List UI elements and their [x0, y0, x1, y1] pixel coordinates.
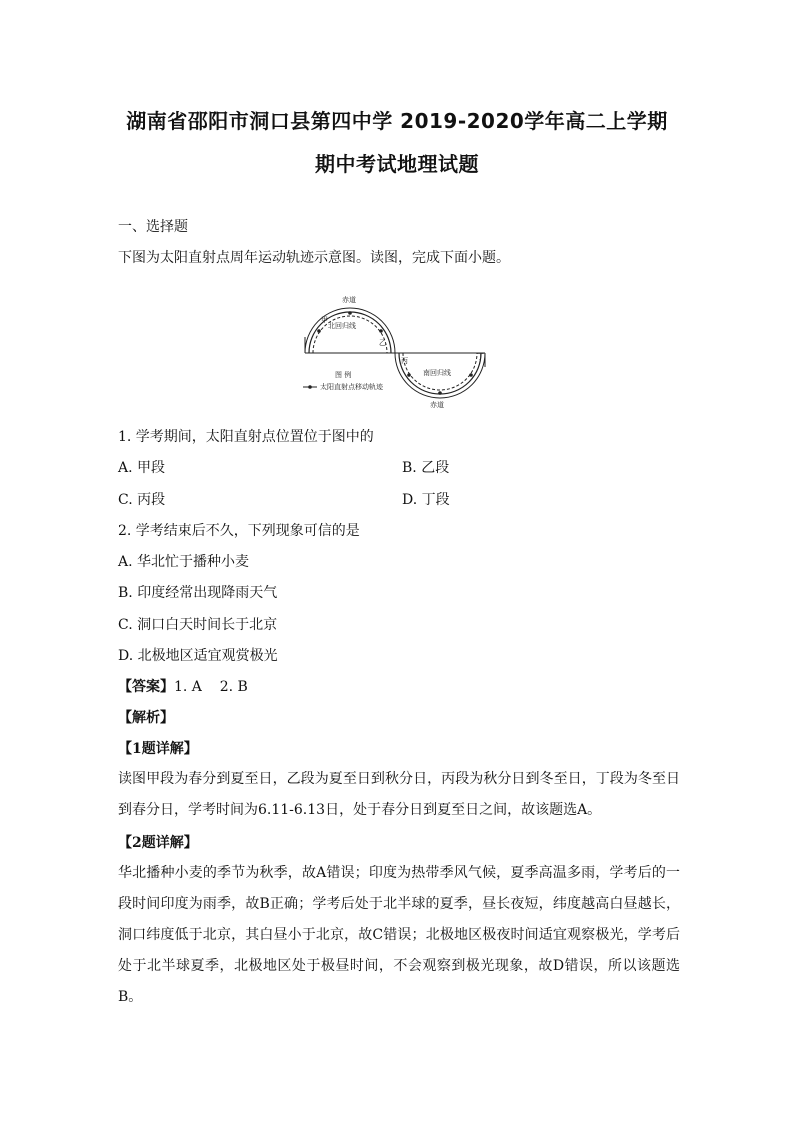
- equator-label-top: 赤道: [342, 296, 356, 304]
- trajectory-dot: [317, 329, 321, 333]
- document-title-line1: 湖南省邵阳市洞口县第四中学 2019-2020学年高二上学期: [126, 109, 668, 133]
- q2-option-d: D. 北极地区适宜观赏极光: [118, 648, 278, 664]
- intro-text: 下图为太阳直射点周年运动轨迹示意图。读图，完成下面小题。: [118, 250, 510, 266]
- diagram-svg: [295, 295, 495, 417]
- detail1-label: 【1题详解】: [118, 741, 198, 757]
- detail1-text: 读图甲段为春分到夏至日，乙段为夏至日到秋分日，丙段为秋分日到冬至日，丁段为冬至日到春分日，学考时间为6.11-6.13日，处于春分日到夏至日之间，故该题选A。: [118, 771, 680, 818]
- legend-item: 太阳直射点移动轨迹: [320, 383, 383, 391]
- document-title-line2: 期中考试地理试题: [315, 152, 479, 176]
- q2-option-b: B. 印度经常出现降雨天气: [118, 585, 278, 601]
- jia-label: 甲: [321, 316, 328, 324]
- trajectory-dot: [407, 373, 411, 377]
- answer-line: [118, 677, 248, 697]
- analysis-label: 【解析】: [118, 710, 174, 726]
- answer-text: 1. A 2. B: [174, 679, 248, 695]
- equator-label-bottom: 赤道: [430, 401, 444, 409]
- south-tropic-label: 南回归线: [423, 369, 451, 377]
- trajectory-dot: [348, 311, 352, 315]
- q2-stem: 2. 学考结束后不久，下列现象可信的是: [118, 523, 360, 539]
- detail2-text: 华北播种小麦的季节为秋季，故A错误；印度为热带季风气候，夏季高温多雨，学考后的一段时间印度为雨季，故B正确；学考后处于北半球的夏季，昼长夜短，纬度越高白昼越长，洞口纬度低于北京，其白昼小于北京，故C错误；北极地区极夜时间适宜观察极光，学考后处于北半球夏季，北极地区处于极昼时间，不会观察到极光现象，故D错误，所以该题选B。: [118, 865, 680, 1005]
- q2-option-a: A. 华北忙于播种小麦: [118, 554, 250, 570]
- q1-option-b: B. 乙段: [402, 460, 450, 476]
- q2-option-c: C. 洞口白天时间长于北京: [118, 617, 278, 633]
- legend-title: 图 例: [335, 371, 352, 379]
- answer-label: 【答案】: [118, 679, 174, 695]
- north-tropic-label: 北回归线: [328, 322, 356, 330]
- yi-label: 乙: [379, 339, 386, 347]
- q1-stem: 1. 学考期间，太阳直射点位置位于图中的: [118, 429, 374, 445]
- q1-option-d: D. 丁段: [402, 492, 450, 508]
- ding-label: 丁: [477, 353, 484, 361]
- section-heading: 一、选择题: [118, 219, 188, 235]
- legend-dot: [308, 385, 312, 389]
- sun-direct-point-diagram: [295, 295, 495, 417]
- detail2-label: 【2题详解】: [118, 835, 198, 851]
- trajectory-dot: [469, 373, 473, 377]
- q1-option-a: A. 甲段: [118, 460, 166, 476]
- trajectory-dot: [438, 391, 442, 395]
- q1-option-c: C. 丙段: [118, 492, 166, 508]
- bing-label: 丙: [401, 357, 408, 365]
- trajectory-dot: [379, 329, 383, 333]
